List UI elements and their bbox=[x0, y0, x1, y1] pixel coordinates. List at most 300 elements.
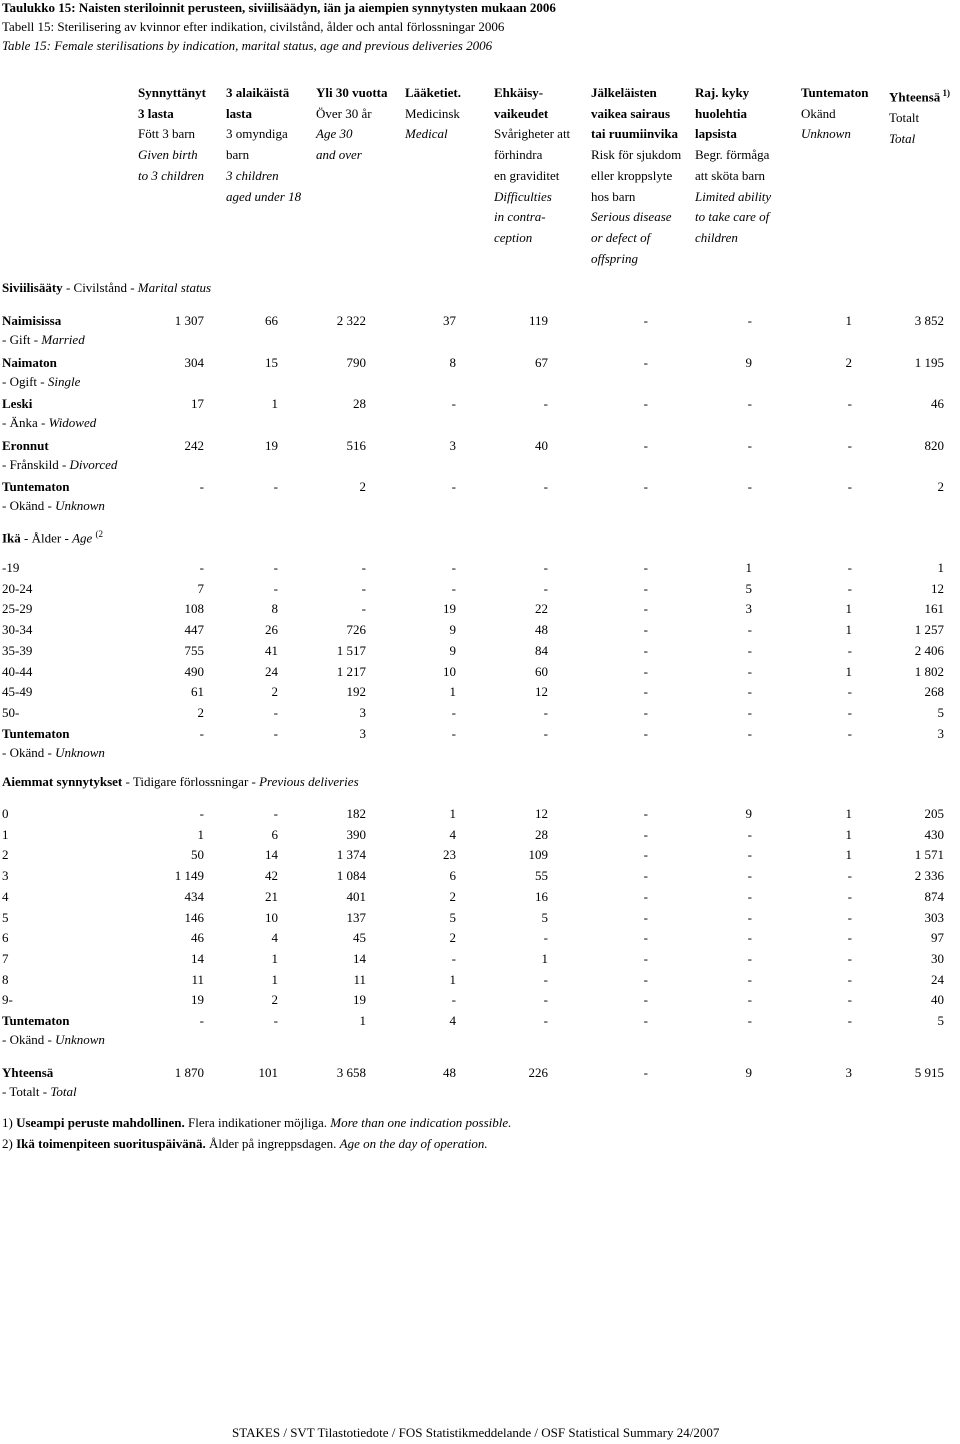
column-header-line: hos barn bbox=[591, 188, 636, 204]
table-cell: 1 870 bbox=[174, 1065, 204, 1080]
column-header-line: Total bbox=[889, 130, 916, 146]
row-sublabel bbox=[2, 332, 85, 348]
table-cell: - bbox=[847, 992, 852, 1008]
column-header-line: to take care of bbox=[695, 209, 770, 225]
table-cell: 12 bbox=[535, 806, 548, 821]
table-row bbox=[0, 726, 960, 744]
column-header bbox=[889, 83, 950, 149]
column-header-line: Given birth bbox=[138, 147, 198, 163]
table-cell: - bbox=[847, 868, 852, 884]
row-sublabel bbox=[2, 374, 80, 390]
row-label: 9- bbox=[2, 992, 13, 1008]
table-cell: 1 bbox=[197, 826, 204, 842]
table-cell: - bbox=[847, 971, 852, 987]
column-header-line: lasta bbox=[226, 105, 252, 121]
row-sublabel bbox=[2, 1084, 77, 1100]
table-cell: - bbox=[273, 1013, 278, 1028]
row-label: 1 bbox=[2, 826, 9, 842]
column-header-line: in contra- bbox=[494, 209, 546, 225]
table-cell: 4 bbox=[449, 1013, 456, 1028]
table-cell: 45 bbox=[353, 930, 366, 946]
column-header-line: 3 omyndiga bbox=[226, 126, 288, 142]
title-en: Table 15: Female sterilisations by indication, marital status, age and previous deliveries 2006 bbox=[2, 38, 493, 53]
table-cell: 182 bbox=[346, 806, 366, 821]
row-sublabel-sv: - Frånskild - bbox=[2, 456, 70, 472]
table-cell: - bbox=[643, 868, 648, 884]
table-cell: 1 bbox=[845, 663, 852, 679]
table-cell: - bbox=[643, 704, 648, 720]
row-label: Naimaton bbox=[2, 354, 57, 370]
table-cell: - bbox=[747, 888, 752, 904]
table-cell: - bbox=[747, 725, 752, 741]
table-cell: 22 bbox=[535, 601, 548, 617]
table-cell: 14 bbox=[353, 950, 366, 966]
table-row bbox=[0, 972, 960, 990]
row-label: 35-39 bbox=[2, 642, 33, 658]
row-sublabel-en: Widowed bbox=[48, 415, 97, 430]
table-cell: - bbox=[747, 868, 752, 884]
column-header-line: Fött 3 barn bbox=[138, 126, 196, 142]
table-cell: - bbox=[643, 971, 648, 987]
column-header bbox=[695, 83, 771, 249]
table-cell: - bbox=[847, 479, 852, 494]
table-cell: 23 bbox=[443, 847, 456, 863]
footnote-en: Age on the day of operation. bbox=[339, 1136, 488, 1151]
row-sublabel-en: Unknown bbox=[55, 1032, 105, 1047]
column-header-line: aged under 18 bbox=[226, 188, 302, 204]
table-cell: 19 bbox=[191, 992, 204, 1008]
table-row bbox=[0, 705, 960, 723]
footnote-sv: Flera indikationer möjliga. bbox=[184, 1115, 331, 1130]
column-header-line: Yli 30 vuotta bbox=[316, 85, 388, 100]
column-header-line: vaikeudet bbox=[494, 105, 549, 121]
table-cell: - bbox=[273, 479, 278, 494]
table-cell: - bbox=[451, 580, 456, 596]
table-cell: 16 bbox=[535, 888, 548, 904]
column-header-line: Svårigheter att bbox=[494, 126, 571, 142]
table-cell: 9 bbox=[449, 642, 456, 658]
table-cell: 40 bbox=[535, 437, 548, 453]
table-row bbox=[0, 951, 960, 969]
column-header-line: Age 30 bbox=[316, 126, 353, 142]
table-cell: - bbox=[199, 1013, 204, 1028]
column-header-line: Medical bbox=[405, 126, 448, 142]
table-row bbox=[0, 930, 960, 948]
table-cell: 401 bbox=[346, 888, 366, 904]
table-cell: - bbox=[747, 1013, 752, 1028]
table-cell: 1 bbox=[271, 396, 278, 411]
table-cell: 41 bbox=[265, 642, 278, 658]
table-cell: 97 bbox=[931, 930, 944, 946]
table-row bbox=[0, 1013, 960, 1031]
table-cell: 109 bbox=[528, 847, 548, 863]
table-cell: - bbox=[643, 622, 648, 638]
table-cell: - bbox=[643, 580, 648, 596]
row-sublabel-sv: - Okänd - bbox=[2, 744, 56, 760]
row-label: 20-24 bbox=[2, 580, 33, 596]
table-cell: 726 bbox=[346, 622, 366, 638]
table-cell: 5 bbox=[541, 909, 548, 925]
table-cell: 303 bbox=[924, 909, 944, 925]
column-header bbox=[138, 83, 206, 187]
table-row bbox=[0, 601, 960, 619]
column-header-line: Risk för sjukdom bbox=[591, 147, 682, 163]
table-cell: 430 bbox=[924, 826, 944, 842]
table-cell: 6 bbox=[271, 826, 278, 842]
table-cell: 11 bbox=[191, 971, 204, 987]
column-header-line: Jälkeläisten bbox=[591, 85, 657, 100]
row-label: 25-29 bbox=[2, 601, 33, 617]
table-cell: 2 bbox=[359, 479, 366, 494]
table-cell: - bbox=[643, 826, 648, 842]
table-cell: - bbox=[643, 354, 648, 370]
table-cell: - bbox=[643, 1013, 648, 1028]
table-cell: - bbox=[543, 930, 548, 946]
table-cell: - bbox=[747, 704, 752, 720]
table-cell: 9 bbox=[745, 354, 752, 370]
table-cell: - bbox=[451, 560, 456, 575]
table-cell: - bbox=[747, 930, 752, 946]
table-cell: 3 bbox=[845, 1065, 852, 1080]
table-cell: - bbox=[643, 847, 648, 863]
table-cell: 2 336 bbox=[914, 868, 944, 884]
table-cell: 17 bbox=[191, 396, 204, 411]
table-cell: 1 bbox=[845, 806, 852, 821]
table-cell: 24 bbox=[931, 971, 944, 987]
table-cell: 1 257 bbox=[914, 622, 944, 638]
table-cell: 3 bbox=[937, 725, 944, 741]
table-row bbox=[0, 910, 960, 928]
table-cell: 205 bbox=[924, 806, 944, 821]
table-row bbox=[0, 664, 960, 682]
table-cell: 3 bbox=[359, 704, 366, 720]
column-header-line: Över 30 år bbox=[316, 105, 372, 121]
table-cell: 108 bbox=[184, 601, 204, 617]
table-cell: 1 bbox=[449, 806, 456, 821]
table-cell: - bbox=[273, 580, 278, 596]
table-cell: 1 bbox=[845, 847, 852, 863]
table-row bbox=[0, 889, 960, 907]
table-cell: 9 bbox=[745, 806, 752, 821]
row-label: -19 bbox=[2, 560, 20, 575]
column-header-line: förhindra bbox=[494, 147, 543, 163]
table-cell: - bbox=[847, 642, 852, 658]
table-cell: 50 bbox=[191, 847, 204, 863]
table-cell: 3 bbox=[745, 601, 752, 617]
table-cell: - bbox=[847, 396, 852, 411]
column-header-line: Totalt bbox=[889, 110, 920, 126]
table-cell: - bbox=[747, 622, 752, 638]
row-sublabel bbox=[2, 498, 105, 514]
table-cell: 1 bbox=[937, 560, 944, 575]
row-label: Tuntematon bbox=[2, 479, 70, 494]
column-header-line: eller kroppslyte bbox=[591, 167, 673, 183]
table-cell: 2 bbox=[449, 930, 456, 946]
table-cell: - bbox=[847, 704, 852, 720]
row-sublabel-sv: - Totalt - bbox=[2, 1084, 51, 1099]
row-label: Tuntematon bbox=[2, 1013, 70, 1028]
table-cell: - bbox=[451, 725, 456, 741]
table-cell: 1 307 bbox=[174, 313, 204, 328]
row-sublabel-en: Total bbox=[50, 1084, 77, 1099]
table-cell: 1 bbox=[449, 684, 456, 700]
table-cell: 21 bbox=[265, 888, 278, 904]
table-row bbox=[0, 1065, 960, 1083]
column-header-line: 3 lasta bbox=[138, 105, 174, 121]
table-cell: 1 bbox=[541, 950, 548, 966]
table-cell: - bbox=[847, 580, 852, 596]
table-row bbox=[0, 868, 960, 886]
row-sublabel bbox=[2, 415, 96, 431]
table-cell: 6 bbox=[449, 868, 456, 884]
row-sublabel-sv: - Okänd - bbox=[2, 1032, 56, 1047]
section-age: Ikä - Ålder - Age $^{(2}$ bbox=[2, 529, 104, 546]
table-row bbox=[0, 479, 960, 497]
table-cell: 61 bbox=[191, 684, 204, 700]
row-label: 40-44 bbox=[2, 663, 33, 679]
table-cell: 390 bbox=[346, 826, 366, 842]
footnote-num: 2) bbox=[2, 1136, 17, 1151]
column-header-line: 3 alaikäistä bbox=[226, 85, 290, 100]
table-cell: 790 bbox=[346, 354, 366, 370]
table-cell: 5 bbox=[937, 1013, 944, 1028]
table-cell: - bbox=[847, 1013, 852, 1028]
table-cell: 11 bbox=[353, 971, 366, 987]
table-cell: - bbox=[543, 1013, 548, 1028]
table-row bbox=[0, 847, 960, 865]
table-cell: - bbox=[643, 560, 648, 575]
table-cell: - bbox=[543, 479, 548, 494]
table-cell: - bbox=[747, 992, 752, 1008]
row-label: Yhteensä bbox=[2, 1065, 54, 1080]
table-cell: - bbox=[543, 971, 548, 987]
column-header-line: offspring bbox=[591, 250, 638, 266]
table-cell: 304 bbox=[184, 354, 204, 370]
table-cell: 820 bbox=[924, 437, 944, 453]
table-cell: - bbox=[847, 950, 852, 966]
table-cell: 101 bbox=[258, 1065, 278, 1080]
table-row bbox=[0, 560, 960, 578]
table-cell: 1 517 bbox=[336, 642, 366, 658]
table-cell: - bbox=[543, 560, 548, 575]
column-header-line: Serious disease bbox=[591, 209, 672, 225]
table-cell: - bbox=[451, 992, 456, 1008]
table-cell: 1 bbox=[845, 601, 852, 617]
table-cell: - bbox=[273, 704, 278, 720]
table-cell: - bbox=[747, 663, 752, 679]
column-header-line: ception bbox=[494, 229, 533, 245]
column-header bbox=[494, 83, 570, 249]
table-cell: 242 bbox=[184, 437, 204, 453]
table-row bbox=[0, 438, 960, 456]
column-header-line: en graviditet bbox=[494, 167, 560, 183]
table-cell: - bbox=[643, 684, 648, 700]
table-cell: 60 bbox=[535, 663, 548, 679]
table-cell: 8 bbox=[449, 354, 456, 370]
column-header-line: Ehkäisy- bbox=[494, 85, 544, 100]
footnote-fi: Useampi peruste mahdollinen. bbox=[16, 1115, 185, 1130]
table-cell: 1 bbox=[845, 826, 852, 842]
table-cell: 26 bbox=[265, 622, 278, 638]
table-cell: 28 bbox=[353, 396, 366, 411]
table-cell: 4 bbox=[449, 826, 456, 842]
table-cell: - bbox=[747, 313, 752, 328]
table-cell: 490 bbox=[184, 663, 204, 679]
row-sublabel-en: Unknown bbox=[55, 498, 105, 513]
row-label: 30-34 bbox=[2, 622, 33, 638]
row-label: Naimisissa bbox=[2, 313, 62, 328]
table-cell: 7 bbox=[197, 580, 204, 596]
table-cell: - bbox=[199, 560, 204, 575]
column-header-line: Medicinsk bbox=[405, 105, 460, 121]
table-cell: - bbox=[361, 601, 366, 617]
table-cell: 19 bbox=[353, 992, 366, 1008]
table-cell: - bbox=[747, 826, 752, 842]
table-cell: 66 bbox=[265, 313, 278, 328]
table-cell: 1 bbox=[845, 313, 852, 328]
table-cell: - bbox=[643, 909, 648, 925]
row-sublabel-sv: - Änka - bbox=[2, 415, 49, 430]
table-cell: - bbox=[747, 847, 752, 863]
table-cell: - bbox=[543, 396, 548, 411]
column-header bbox=[591, 83, 681, 269]
table-cell: - bbox=[199, 725, 204, 741]
table-cell: - bbox=[747, 642, 752, 658]
table-cell: 4 bbox=[271, 930, 278, 946]
table-cell: 447 bbox=[184, 622, 204, 638]
title-sv: Tabell 15: Sterilisering av kvinnor efter indikation, civilstånd, ålder och antal förlossningar 2006 bbox=[2, 19, 505, 34]
table-row bbox=[0, 396, 960, 414]
table-cell: 10 bbox=[265, 909, 278, 925]
column-header-line: or defect of bbox=[591, 229, 651, 245]
table-cell: 2 bbox=[937, 479, 944, 494]
table-cell: 268 bbox=[924, 684, 944, 700]
table-cell: - bbox=[273, 725, 278, 741]
table-cell: - bbox=[643, 1065, 648, 1080]
row-sublabel-sv: - Okänd - bbox=[2, 498, 56, 513]
table-cell: - bbox=[643, 396, 648, 411]
table-cell: 1 374 bbox=[336, 847, 366, 863]
table-cell: - bbox=[451, 950, 456, 966]
row-label: Eronnut bbox=[2, 437, 49, 453]
table-cell: 2 bbox=[271, 684, 278, 700]
table-cell: 192 bbox=[346, 684, 366, 700]
table-cell: - bbox=[747, 396, 752, 411]
table-cell: 2 bbox=[449, 888, 456, 904]
table-cell: 67 bbox=[535, 354, 548, 370]
table-cell: 1 bbox=[271, 971, 278, 987]
row-sublabel bbox=[2, 1032, 105, 1048]
footnote bbox=[2, 1136, 488, 1152]
table-row bbox=[0, 684, 960, 702]
table-cell: 1 bbox=[845, 622, 852, 638]
table-cell: - bbox=[747, 950, 752, 966]
table-cell: 46 bbox=[931, 396, 944, 411]
page-footer: STAKES / SVT Tilastotiedote / FOS Statistikmeddelande / OSF Statistical Summary 24/2007 bbox=[232, 1425, 720, 1440]
table-cell: 1 bbox=[359, 1013, 366, 1028]
table-cell: 5 915 bbox=[914, 1065, 944, 1080]
table-cell: 1 571 bbox=[914, 847, 944, 863]
title-fi: Taulukko 15: Naisten steriloinnit perusteen, siviilisäädyn, iän ja aiempien synnytysten mukaan 2006 bbox=[2, 0, 556, 15]
table-cell: - bbox=[451, 479, 456, 494]
table-cell: 14 bbox=[191, 950, 204, 966]
table-cell: 146 bbox=[184, 909, 204, 925]
table-row bbox=[0, 992, 960, 1010]
column-header-line: Tuntematon bbox=[801, 85, 869, 100]
column-header-line: Difficulties bbox=[494, 188, 552, 204]
table-cell: - bbox=[847, 888, 852, 904]
column-header bbox=[801, 83, 868, 145]
footnote-en: More than one indication possible. bbox=[330, 1115, 512, 1130]
section-previous-deliveries: Aiemmat synnytykset - Tidigare förlossningar - Previous deliveries bbox=[2, 774, 359, 789]
table-cell: 19 bbox=[265, 437, 278, 453]
table-cell: 1 217 bbox=[336, 663, 366, 679]
column-header-line: barn bbox=[226, 147, 250, 163]
column-header-line: lapsista bbox=[695, 126, 737, 142]
table-cell: - bbox=[643, 313, 648, 328]
table-cell: 1 bbox=[271, 950, 278, 966]
row-sublabel-sv: - Ogift - bbox=[2, 373, 48, 389]
table-row bbox=[0, 643, 960, 661]
column-header-line: att sköta barn bbox=[695, 167, 766, 183]
table-cell: - bbox=[643, 663, 648, 679]
table-cell: - bbox=[199, 479, 204, 494]
row-label: 0 bbox=[2, 806, 9, 821]
table-cell: 55 bbox=[535, 868, 548, 884]
row-label: 50- bbox=[2, 704, 20, 720]
table-cell: 3 852 bbox=[914, 313, 944, 328]
table-cell: 1 084 bbox=[336, 868, 366, 884]
table-cell: 226 bbox=[528, 1065, 548, 1080]
row-label: 2 bbox=[2, 847, 9, 863]
row-label: 3 bbox=[2, 868, 9, 884]
table-cell: - bbox=[643, 930, 648, 946]
section-marital-status: Siviilisääty - Civilstånd - Marital status bbox=[2, 280, 212, 295]
table-cell: - bbox=[643, 642, 648, 658]
table-cell: 9 bbox=[449, 622, 456, 638]
table-cell: - bbox=[847, 437, 852, 453]
table-cell: 8 bbox=[271, 601, 278, 617]
row-label: 4 bbox=[2, 888, 9, 904]
footnote-num: 1) bbox=[2, 1115, 17, 1130]
footnote-sv: Ålder på ingreppsdagen. bbox=[205, 1136, 340, 1151]
table-cell: - bbox=[643, 888, 648, 904]
row-sublabel bbox=[2, 745, 105, 761]
table-cell: 5 bbox=[745, 580, 752, 596]
column-header-line: Unknown bbox=[801, 126, 851, 142]
footnote-fi: Ikä toimenpiteen suorituspäivänä. bbox=[16, 1136, 206, 1151]
table-cell: - bbox=[747, 971, 752, 987]
table-row bbox=[0, 313, 960, 331]
table-cell: - bbox=[643, 437, 648, 453]
table-row bbox=[0, 581, 960, 599]
table-cell: 2 bbox=[845, 354, 852, 370]
table-cell: - bbox=[273, 806, 278, 821]
table-cell: 1 149 bbox=[174, 868, 204, 884]
table-cell: 1 bbox=[745, 560, 752, 575]
table-cell: 42 bbox=[265, 868, 278, 884]
table-cell: 5 bbox=[937, 704, 944, 720]
table-cell: - bbox=[643, 806, 648, 821]
table-cell: 12 bbox=[535, 684, 548, 700]
table-cell: 5 bbox=[449, 909, 456, 925]
table-cell: - bbox=[643, 725, 648, 741]
column-header-line: huolehtia bbox=[695, 105, 748, 121]
table-cell: - bbox=[361, 580, 366, 596]
table-cell: 2 406 bbox=[914, 642, 944, 658]
table-cell: 2 bbox=[197, 704, 204, 720]
table-cell: - bbox=[543, 725, 548, 741]
